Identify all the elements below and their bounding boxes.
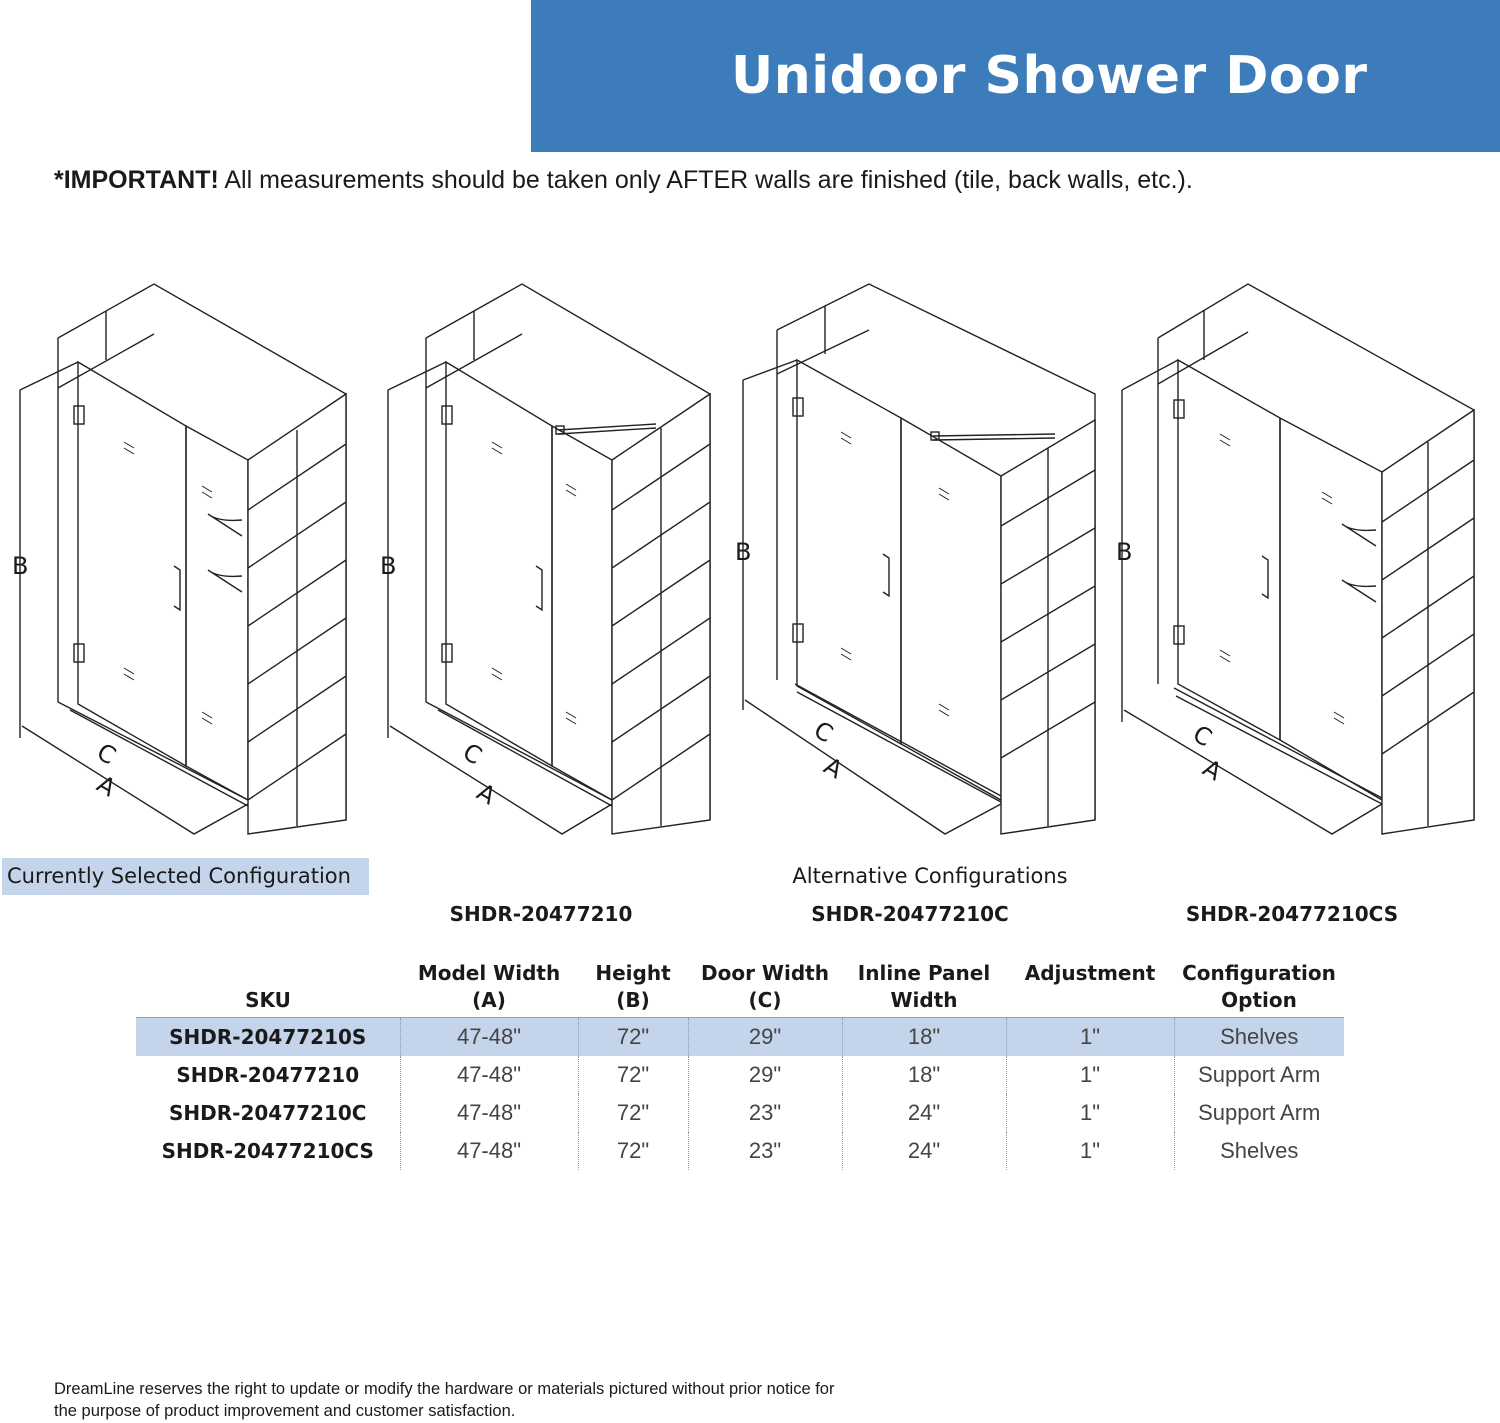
dimension-label-b: B bbox=[380, 552, 397, 580]
dimension-label-c: C bbox=[1188, 719, 1217, 753]
cell-configuration-option: Support Arm bbox=[1198, 1100, 1321, 1125]
footer-disclaimer: DreamLine reserves the right to update or modify the hardware or materials pictured without prior notice for the purpose of product improvement and customer satisfaction. bbox=[54, 1380, 835, 1420]
table-header-row bbox=[136, 960, 1344, 1018]
cell-configuration-option: Shelves bbox=[1174, 1018, 1344, 1057]
cell-sku: SHDR-20477210S bbox=[136, 1018, 400, 1057]
cell-height: 72" bbox=[578, 1056, 688, 1094]
cell-inline-panel-width: 24" bbox=[842, 1132, 1006, 1170]
table-row bbox=[136, 1132, 1344, 1170]
dimension-label-c: C bbox=[809, 715, 838, 749]
column-header-configuration-option: Configuration Option bbox=[1174, 960, 1344, 1018]
cell-height: 72" bbox=[578, 1094, 688, 1132]
cell-configuration-option: Shelves bbox=[1220, 1138, 1299, 1163]
cell-model-width: 47-48" bbox=[400, 1018, 578, 1057]
cell-adjustment: 1" bbox=[1006, 1056, 1174, 1094]
alternative-configurations-label: Alternative Configurations bbox=[792, 864, 1068, 888]
table-row bbox=[136, 1056, 1344, 1094]
important-notice bbox=[54, 166, 1193, 195]
dimension-label-c: C bbox=[458, 737, 487, 771]
alt-sku-support-arm: SHDR-20477210 bbox=[449, 902, 633, 926]
cell-sku: SHDR-20477210CS bbox=[136, 1132, 400, 1170]
diagram-shelves-selected bbox=[8, 270, 353, 840]
dimension-label-a: A bbox=[92, 769, 121, 803]
page-title: Unidoor Shower Door bbox=[731, 46, 1368, 106]
diagram-shelves-alt bbox=[1114, 270, 1479, 840]
dimension-label-a: A bbox=[819, 751, 848, 785]
cell-sku: SHDR-20477210C bbox=[136, 1094, 400, 1132]
shower-diagram-drawing bbox=[8, 270, 353, 840]
cell-model-width: 47-48" bbox=[400, 1056, 578, 1094]
cell-configuration-option: Support Arm bbox=[1198, 1062, 1321, 1087]
cell-model-width: 47-48" bbox=[400, 1094, 578, 1132]
currently-selected-configuration-label: Currently Selected Configuration bbox=[2, 858, 369, 895]
cell-door-width: 23" bbox=[688, 1132, 842, 1170]
shower-diagram-drawing bbox=[735, 270, 1100, 840]
important-prefix: *IMPORTANT! bbox=[54, 166, 219, 194]
column-header-sku: SKU bbox=[136, 960, 400, 1018]
column-header-adjustment: Adjustment bbox=[1006, 960, 1174, 1018]
cell-inline-panel-width: 18" bbox=[842, 1018, 1006, 1057]
dimension-label-a: A bbox=[472, 777, 501, 811]
cell-adjustment: 1" bbox=[1006, 1094, 1174, 1132]
alt-sku-shelves-cs: SHDR-20477210CS bbox=[1185, 902, 1399, 926]
specs-table bbox=[136, 960, 1344, 1170]
cell-inline-panel-width: 24" bbox=[842, 1094, 1006, 1132]
cell-door-width: 23" bbox=[688, 1094, 842, 1132]
shower-diagram-drawing bbox=[376, 270, 721, 840]
column-header-inline-panel-width: Inline Panel Width bbox=[842, 960, 1006, 1018]
cell-height: 72" bbox=[578, 1132, 688, 1170]
table-row-selected bbox=[136, 1018, 1344, 1057]
cell-inline-panel-width: 18" bbox=[842, 1056, 1006, 1094]
dimension-label-b: B bbox=[1116, 538, 1133, 566]
header-banner bbox=[531, 0, 1500, 152]
cell-height: 72" bbox=[578, 1018, 688, 1057]
diagram-support-arm-1 bbox=[376, 270, 721, 840]
cell-sku: SHDR-20477210 bbox=[136, 1056, 400, 1094]
shower-diagram-drawing bbox=[1114, 270, 1479, 840]
dimension-label-b: B bbox=[735, 538, 752, 566]
table-row bbox=[136, 1094, 1344, 1132]
diagram-support-arm-2 bbox=[735, 270, 1100, 840]
cell-door-width: 29" bbox=[688, 1018, 842, 1057]
alt-sku-support-arm-c: SHDR-20477210C bbox=[811, 902, 1009, 926]
dimension-label-c: C bbox=[92, 737, 121, 771]
cell-model-width: 47-48" bbox=[400, 1132, 578, 1170]
cell-adjustment: 1" bbox=[1006, 1132, 1174, 1170]
dimension-label-a: A bbox=[1198, 753, 1227, 787]
cell-door-width: 29" bbox=[688, 1056, 842, 1094]
cell-adjustment: 1" bbox=[1006, 1018, 1174, 1057]
column-header-model-width: Model Width (A) bbox=[400, 960, 578, 1018]
important-text: All measurements should be taken only AFTER walls are finished (tile, back walls, etc.). bbox=[218, 166, 1193, 194]
column-header-door-width: Door Width (C) bbox=[688, 960, 842, 1018]
column-header-height: Height (B) bbox=[578, 960, 688, 1018]
dimension-label-b: B bbox=[12, 552, 29, 580]
